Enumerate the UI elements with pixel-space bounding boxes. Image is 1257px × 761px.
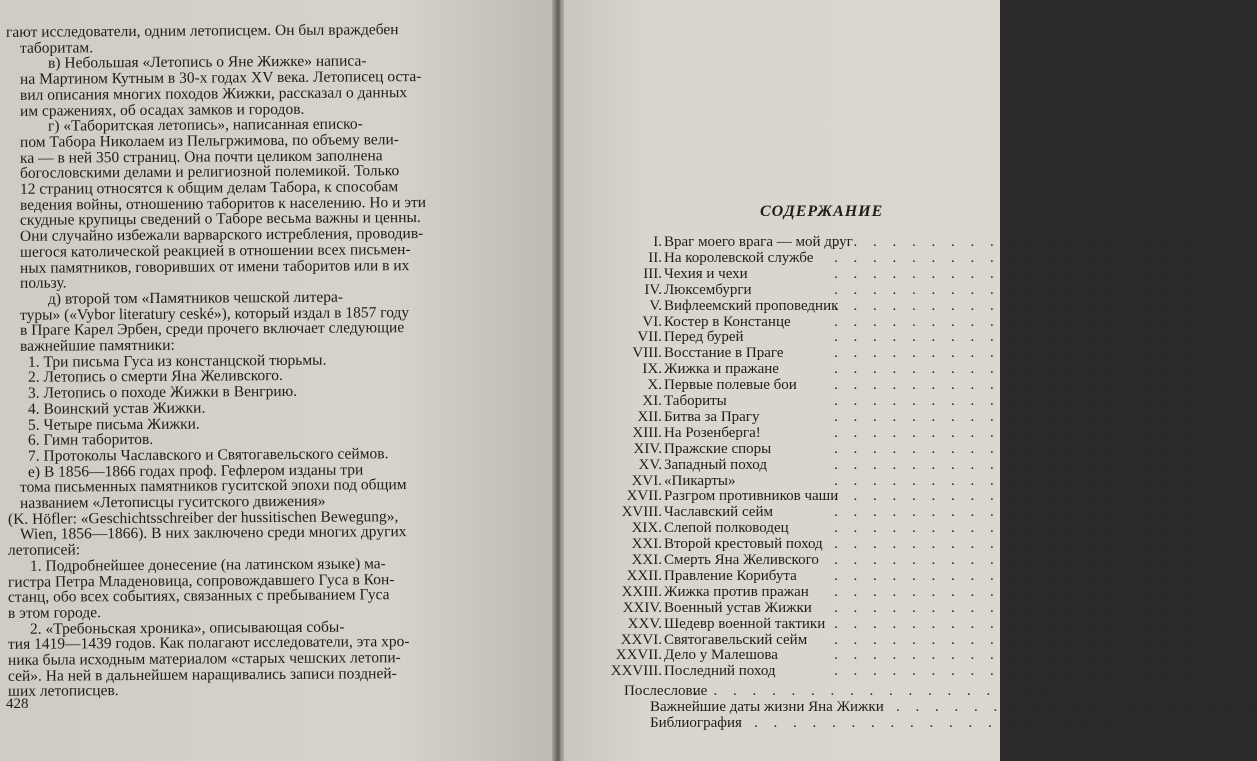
toc-entry [584,440,1195,457]
toc-chapter-number: I. [653,234,662,250]
toc-chapter-number: X. [647,377,662,394]
toc-leader-dots: . . . . . . . . . . . . . . . . . . . [834,631,1195,648]
toc-entry [584,536,1195,553]
toc-chapter-title: Костер в Констанце [664,313,791,330]
toc-chapter-number: XXVII. [615,647,662,664]
toc-entry [584,647,1195,664]
body-text-line: ших летописцев. [7,682,119,701]
body-text-line: ных памятников, говоривших от имени таборитов или в их [19,256,410,277]
toc-chapter-title: Перед бурей [664,329,744,346]
toc-chapter-number: XIII. [632,424,662,441]
toc-leader-dots: . . . . . . . . . . . . . . . . . . . [834,249,1195,266]
toc-chapter-number: XII. [637,408,662,425]
body-text-line: 12 страниц относятся к общим делам Табора, к способам [19,178,399,198]
toc-leader-dots: . . . . . . . . . . . . . . . . . . . [834,520,1195,537]
toc-afterword [584,683,1055,700]
toc-leader-dots: . . . . . . . . . . . . . . . . . . . [834,488,1195,505]
body-text-line: станц, обо всех событиях, связанных с пребыванием Гуса [7,586,390,607]
toc-chapter-title: На Розенберга! [664,424,761,441]
body-text-line: им сражениях, об осадах замков и городов. [19,100,305,120]
body-text-line: важнейшие памятники: [19,336,175,355]
toc-chapter-title: Смерть Яна Желивского [664,552,819,568]
toc-leader-dots: . . . . . . . . . . . . . . . . . . . [834,377,1195,394]
toc-chapter-title: Первые полевые бои [664,377,797,394]
body-text-line: названием «Летописцы гуситского движения» [19,492,326,512]
toc-leader-dots: . . . . . . . . . . . . . . . . . . . [834,361,1195,378]
toc-chapter-number: XIX. [631,520,662,537]
body-text-line: тия 1419—1439 годов. Как полагают исследователи, эта хро- [7,633,410,654]
right-page [564,0,1257,761]
toc-chapter-title: Военный устав Жижки [664,599,812,616]
toc-entry [584,520,1195,537]
toc-entry [584,663,1195,680]
body-text-line: 6. Гимн таборитов. [27,431,154,449]
toc-leader-dots: . . . . . . . . . . . . . . . . . . . [834,345,1195,362]
toc-chapter-number: XI. [642,393,662,409]
toc-chapter-title: Чаславский сейм [664,504,773,521]
body-text-line: 5. Четыре письма Жижки. [27,415,200,434]
body-text-line: 3. Летопись о походе Жижки в Венгрию. [27,383,298,402]
toc-entry [584,631,1195,648]
toc-entry [584,504,1195,521]
toc-leader-dots: . . . . . . . . . . . . . . . . . . . [834,567,1195,584]
body-text-line: Wien, 1856—1866). В них заключено среди многих других [19,523,407,544]
body-text-line: 4. Воинский устав Жижки. [27,399,206,418]
toc-chapter-title: Люксембурги [664,281,752,298]
toc-entry [584,313,1195,330]
toc-entry [584,615,1195,632]
body-text-line: 1. Подробнейшее донесение (на латинском языке) ма- [29,555,386,575]
toc-leader-dots: . . . . . . . . . . . . . . . . . . . [834,408,1195,425]
toc-entry [584,567,1195,584]
toc-chapter-number: II. [648,249,662,266]
toc-entry [584,599,1195,616]
body-text-line: Они случайно избежали варварского истребления, проводив- [19,225,424,245]
body-text-line: 7. Протоколы Чаславского и Святогавельского сеймов. [27,445,389,465]
toc-chapter-number: IV. [644,281,662,298]
toc-entry [584,297,1195,314]
toc-chapter-title: Библиография [650,715,742,731]
toc-chapter-title: На королевской службе [664,249,814,266]
toc-entry [584,249,1195,266]
toc-entry [584,329,1195,346]
body-text-line: ника была исходным материалом «старых чешских летопи- [7,649,401,669]
contents-title: СОДЕРЖАНИЕ [760,203,884,220]
toc-entry [584,472,1195,489]
toc-chapter-title: Послесловие [624,683,708,700]
body-text-line: 1. Три письма Гуса из констанцской тюрьмы. [27,351,327,371]
body-text-line: в этом городе. [7,604,102,622]
toc-chapter-number: III. [643,265,662,282]
body-text-line: туры» («Vybor literatury ceské»), который издал в 1857 году [19,303,410,324]
body-text-line: тома письменных памятников гуситской эпохи под общим [19,476,407,497]
toc-leader-dots: . . . . . . . . . . . . . . . . . . . [834,615,1195,632]
toc-leader-dots: . . . . . . . . . . . . . . . . . . . [834,440,1195,457]
toc-chapter-title: Слепой полководец [664,520,789,537]
body-text-line: гают исследователи, одним летописцем. Он был враждебен [5,21,399,41]
toc-entry [584,377,1195,394]
toc-entry [584,361,1195,378]
toc-chapter-title: Шедевр военной тактики [664,615,826,632]
toc-chapter-number: XV. [638,456,662,473]
toc-chapter-number: XXI. [631,552,662,568]
toc-chapter-number: XIV. [633,440,662,457]
toc-chapter-number: VIII. [632,345,662,362]
toc-leader-dots: . . . . . . . . . . . . . . . . . . . [834,265,1195,282]
body-text-line: вил описания многих походов Жижки, рассказал о данных [19,83,408,104]
toc-chapter-number: VII. [637,329,662,346]
body-text-line: д) второй том «Памятников чешской литера- [47,288,344,308]
toc-leader-dots: . . . . . . . . . . . . . . . . . . . [834,504,1195,521]
body-text-line: пом Табора Николаем из Пельгржимова, по объему вели- [19,131,399,151]
toc-leader-dots: . . . . . . . . . . . . . . . . . . . [834,599,1195,616]
body-text-line: шегося католической реакцией в отношении всех письмен- [19,240,411,261]
toc-chapter-title: Западный поход [664,456,767,473]
body-text-line: ведения войны, отношению таборитов к населению. Но и эти [19,193,427,214]
body-text-line: таборитам. [19,38,94,57]
toc-chapter-number: XVIII. [621,504,662,521]
body-text-line: 2. Летопись о смерти Яна Желивского. [27,367,283,387]
toc-chapter-title: Правление Корибута [664,567,797,584]
toc-chapter-title: Разгром противников чаши [664,488,839,505]
body-text-line: в) Небольшая «Летопись о Яне Жижке» написа- [47,52,367,73]
toc-entry [584,281,1195,298]
toc-chapter-number: XXVI. [620,631,662,648]
toc-leader-dots: . . . . . . . . . . . . . . . . . . . [834,281,1195,298]
toc-chapter-number: IX. [642,361,662,378]
toc-chapter-title: Жижка против пражан [664,583,809,600]
toc-leader-dots: . . . . . . . . . . . . . . . . . . . [834,393,1195,409]
body-text-line: скудные крупицы сведений о Таборе весьма важны и ценны. [19,209,421,230]
toc-chapter-title: Второй крестовый поход [664,536,823,553]
toc-leader-dots: . . . . . . . . . . . . . . . . . . . [834,234,1195,250]
toc-chapter-number: V. [649,297,662,314]
toc-important-dates [584,699,1257,716]
toc-leader-dots: . . . . . . . . . . . . . . . . . . . [834,297,1195,314]
toc-chapter-title: Восстание в Праге [664,345,784,362]
body-text-line: г) «Таборитская летопись», написанная еписко- [47,115,363,135]
toc-chapter-title: Враг моего врага — мой друг [664,234,853,250]
toc-leader-dots: . . . . . . . . . . . . . . . . . . . [834,313,1195,330]
toc-chapter-title: Вифлеемский проповедник [664,297,839,314]
toc-leader-dots: . . . . . . . . . . . . . . . . . . . [834,456,1195,473]
body-text-line: в Праге Карел Эрбен, среди прочего включает следующие [19,319,405,340]
toc-chapter-title: Табориты [664,393,727,409]
toc-leader-dots: . . . . . . . . . . . . . . . . . . . [834,583,1195,600]
toc-chapter-number: VI. [642,313,662,330]
toc-bibliography [584,715,1115,731]
body-text-line: летописей: [7,541,81,559]
toc-chapter-number: XXI. [631,536,662,553]
body-text-line: на Мартином Кутным в 30-х годах XV века. Летописец оста- [19,68,422,88]
toc-entry [584,408,1195,425]
body-text-line: (K. Höfler: «Geschichtsschreiber der hussitischen Bewegung», [7,507,399,528]
toc-chapter-number: XVII. [626,488,662,505]
toc-chapter-number: XXVIII. [610,663,662,680]
body-text-line: гистра Петра Младеновица, сопровождавшего Гуса в Кон- [7,570,395,591]
toc-leader-dots: . . . . . . . . . . . . . . . . . . . [834,552,1195,568]
toc-chapter-title: Важнейшие даты жизни Яна Жижки [650,699,884,716]
body-text-line: пользу. [19,274,67,293]
toc-entry [584,552,1195,568]
toc-leader-dots: . . . . . . . . . . . . . . . . . . . [896,699,1257,716]
body-text-line: ка — в ней 350 страниц. Она почти целиком заполнена [19,146,383,167]
toc-chapter-number: XXII. [626,567,662,584]
toc-entry [584,583,1195,600]
toc-chapter-title: Святогавельский сейм [664,631,808,648]
toc-leader-dots: . . . . . . . . . . . . . . . . . . . [834,329,1195,346]
toc-chapter-title: Жижка и пражане [664,361,779,378]
toc-leader-dots: . . . . . . . . . . . . . . . . . . . [834,472,1195,489]
toc-chapter-number: XVI. [631,472,662,489]
toc-entry [584,488,1195,505]
toc-chapter-title: Чехия и чехи [664,265,748,282]
body-text-line: сей». На ней в дальнейшем наращивались записи поздней- [7,664,397,685]
toc-chapter-title: Битва за Прагу [664,408,760,425]
left-page [0,0,556,761]
toc-chapter-title: Последний поход [664,663,776,680]
toc-leader-dots: . . . . . . . . . . . . . . . . . . . [834,424,1195,441]
toc-leader-dots: . . . . . . . . . . . . . . . . . . . [834,647,1195,664]
toc-chapter-title: «Пикарты» [664,472,736,489]
toc-chapter-title: Дело у Малешова [664,647,778,664]
toc-entry [584,345,1195,362]
toc-chapter-title: Пражские споры [664,440,772,457]
toc-leader-dots: . . . . . . . . . . . . . . . . . . . [694,683,1055,700]
toc-chapter-number: XXIII. [621,583,662,600]
toc-leader-dots: . . . . . . . . . . . . . . . . . . . [834,536,1195,553]
toc-chapter-number: XXV. [627,615,662,632]
toc-entry [584,393,1195,409]
toc-leader-dots: . . . . . . . . . . . . . . . . . . . [754,715,1115,731]
toc-entry [584,456,1195,473]
toc-entry [584,424,1195,441]
body-text-line: 2. «Требоньская хроника», описывающая собы- [29,618,345,638]
toc-entry [584,265,1195,282]
toc-leader-dots: . . . . . . . . . . . . . . . . . . . [834,663,1195,680]
toc-entry [584,234,1195,250]
page-number: 428 [6,696,29,712]
body-text-line: богословскими делами и религиозной полемикой. Только [19,162,400,183]
toc-chapter-number: XXIV. [622,599,662,616]
body-text-line: е) В 1856—1866 годах проф. Гефлером изданы три [27,461,364,481]
